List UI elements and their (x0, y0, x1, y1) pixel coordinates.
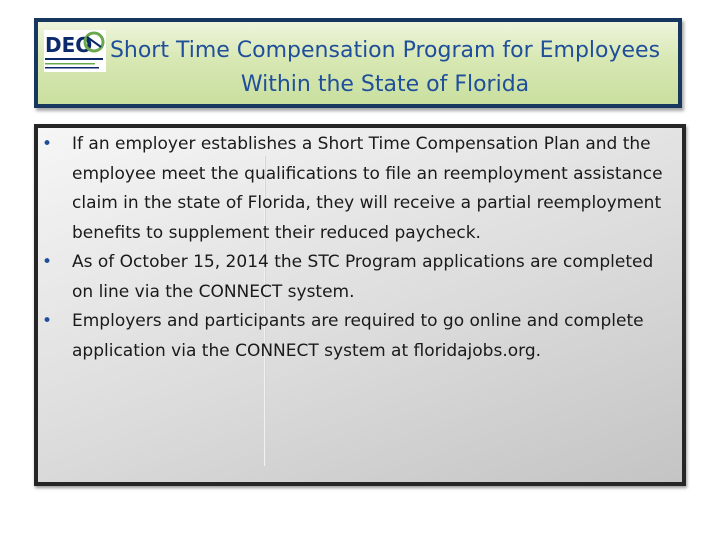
deo-logo-rule-1 (45, 58, 103, 60)
bullet-text: As of October 15, 2014 the STC Program applications are completed on line via the CONNECT system. (72, 252, 654, 302)
bullet-item (38, 248, 678, 307)
deo-logo-graphic (44, 30, 106, 72)
deo-logo (44, 30, 106, 72)
bullet-text: Employers and participants are required to go online and complete application via the CONNECT system at floridajobs.org. (72, 311, 644, 361)
bullet-marker: • (42, 311, 53, 331)
title-banner (34, 18, 682, 108)
bullet-marker: • (42, 252, 53, 272)
bullet-item (38, 307, 678, 366)
deo-logo-rule-2 (45, 63, 95, 65)
slide-title: Short Time Compensation Program for Employees Within the State of Florida (109, 38, 661, 97)
deo-logo-letters: DEO (45, 33, 93, 57)
bullet-item (38, 130, 678, 248)
content-panel (34, 124, 686, 486)
bullet-list (38, 130, 678, 366)
deo-logo-rule-3 (45, 67, 99, 69)
bullet-marker: • (42, 134, 53, 154)
bullet-text: If an employer establishes a Short Time Compensation Plan and the employee meet the qualifications to file an reemployment assistance claim in the state of Florida, they will receive a partial reemployment benefits to supplement their reduced paycheck. (72, 134, 663, 243)
